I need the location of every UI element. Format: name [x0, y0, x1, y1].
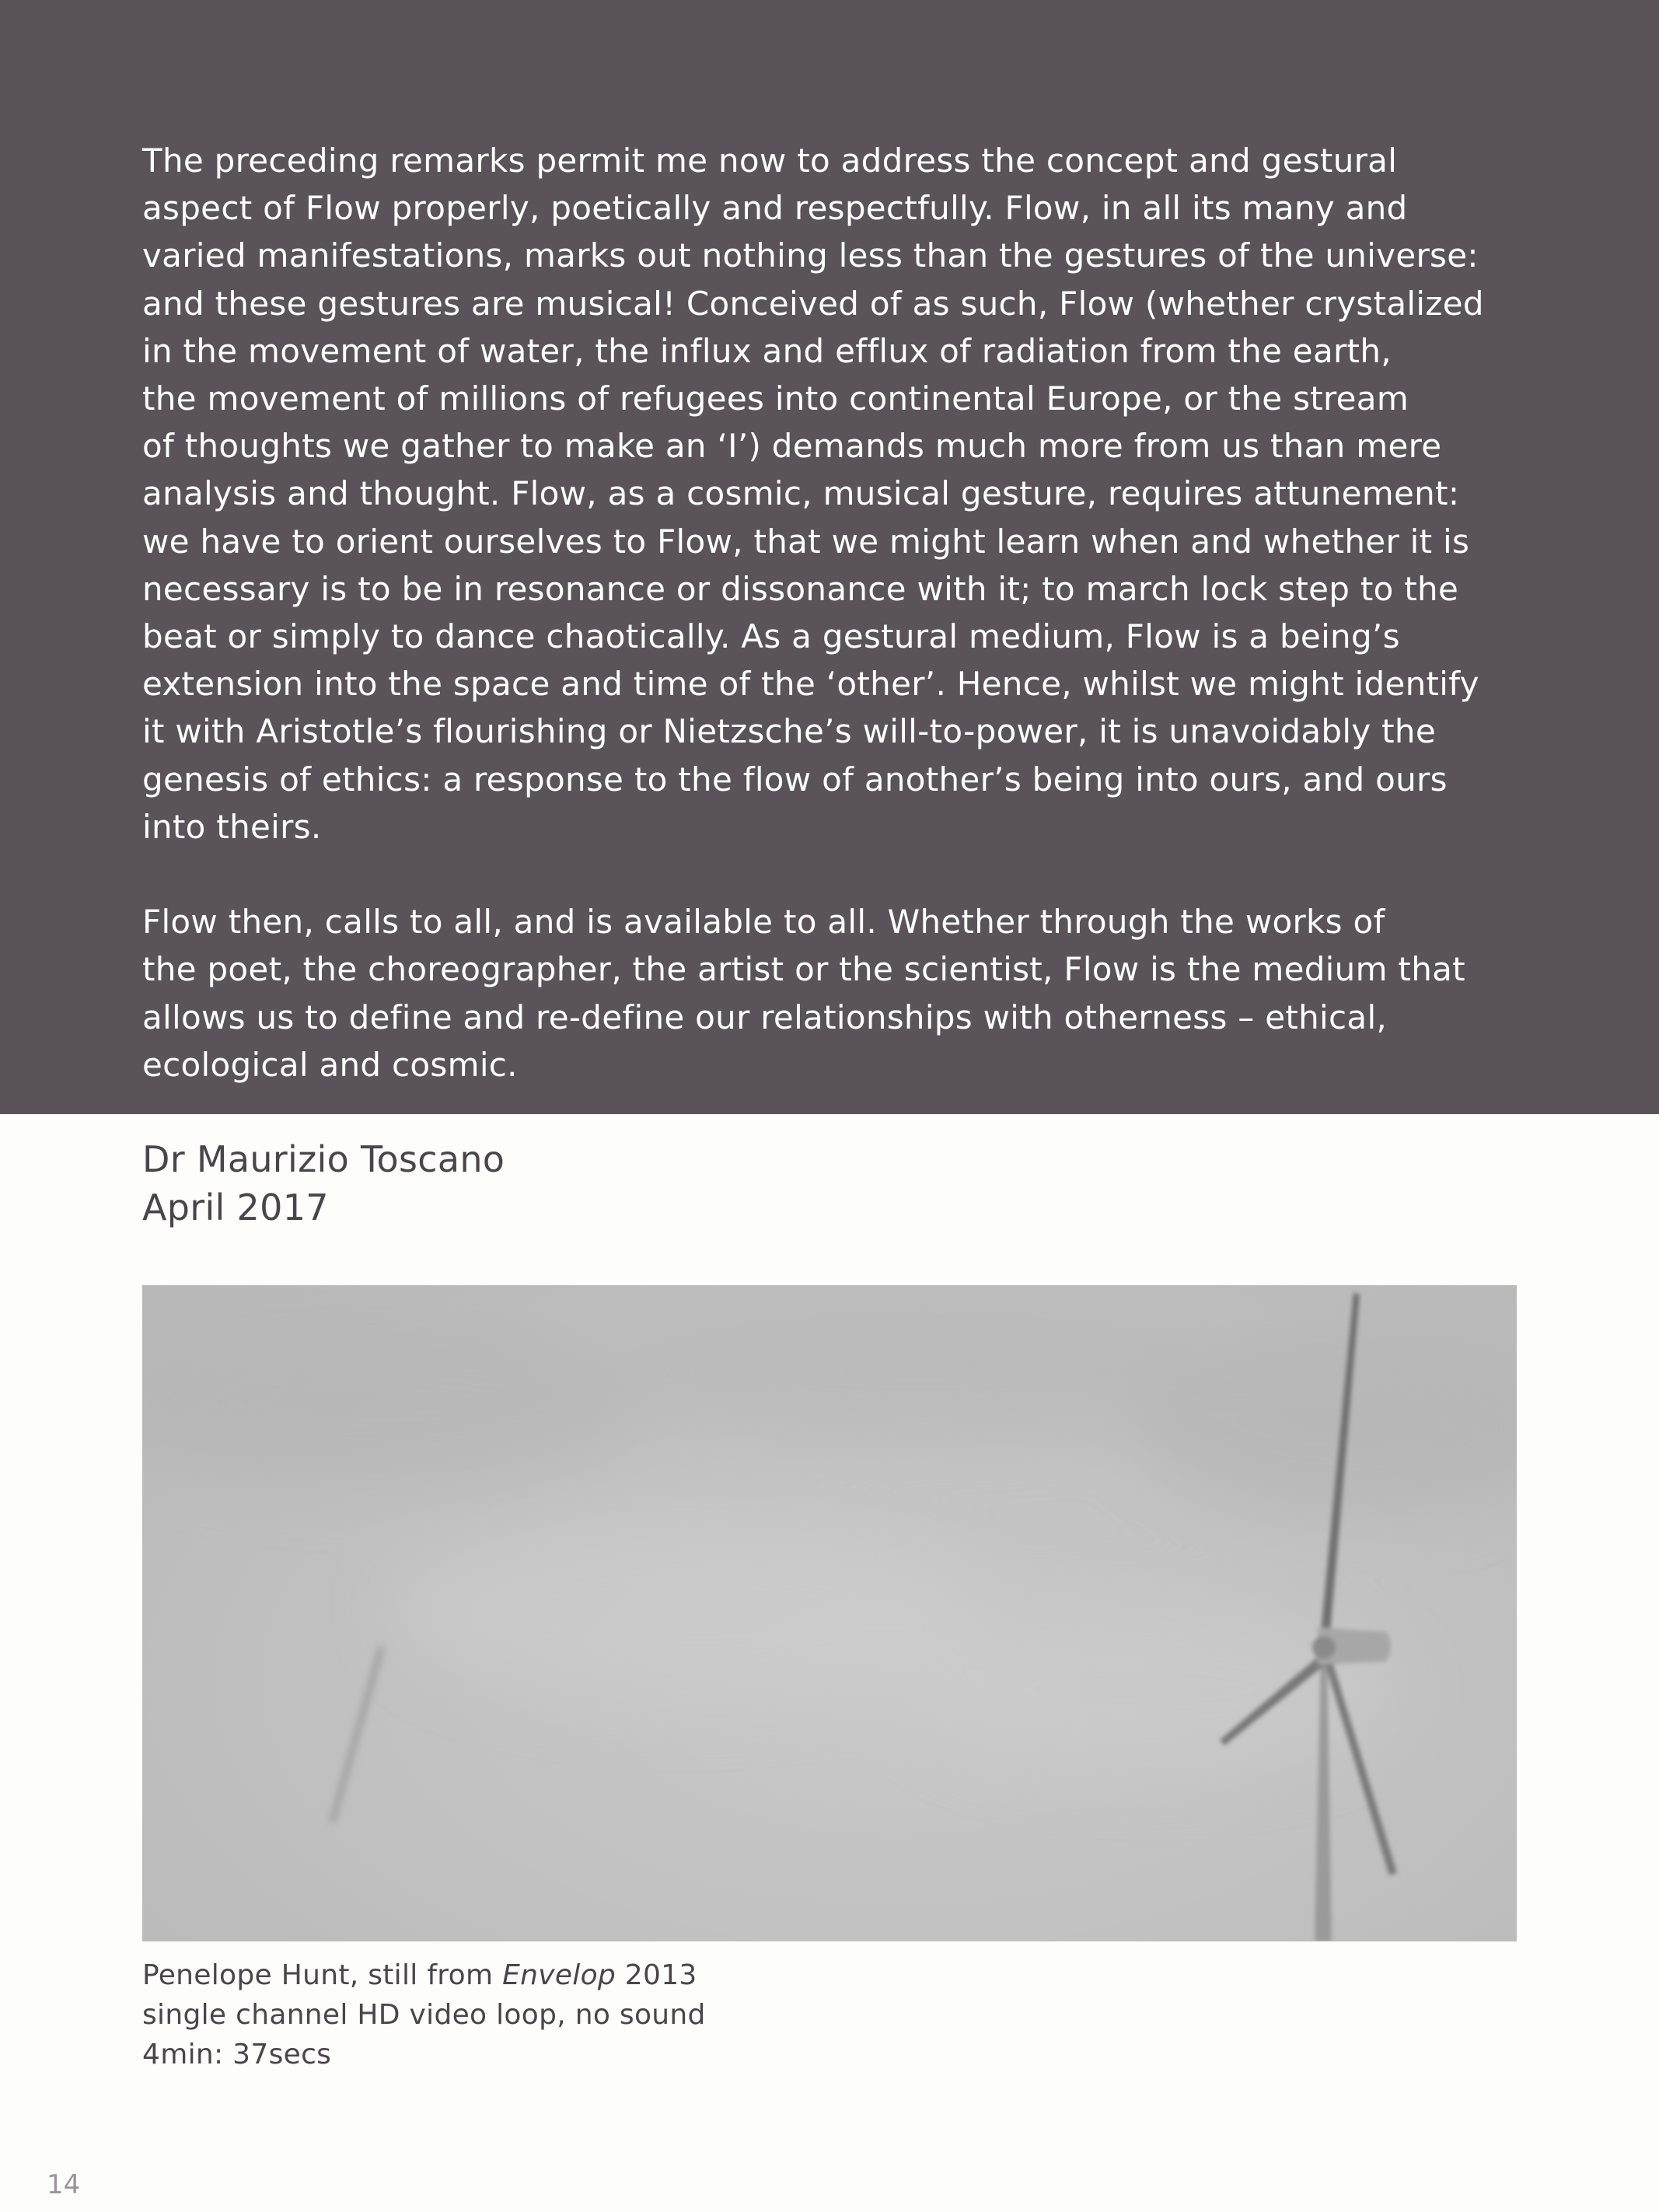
essay-line: varied manifestations, marks out nothing less than the gestures of the universe:: [142, 236, 1479, 275]
page-number: 14: [47, 2169, 81, 2200]
essay-line: allows us to define and re-define our relationships with otherness – ethical,: [142, 998, 1388, 1036]
essay-line: into theirs.: [142, 807, 322, 846]
essay-line: beat or simply to dance chaotically. As a gestural medium, Flow is a being’s: [142, 617, 1400, 656]
caption-line-2: single channel HD video loop, no sound: [142, 1999, 706, 2031]
essay-paragraph-2: [142, 898, 1542, 1089]
essay-line: aspect of Flow properly, poetically and respectfully. Flow, in all its many and: [142, 189, 1408, 228]
author-name: Dr Maurizio Toscano: [142, 1138, 505, 1180]
essay-line: The preceding remarks permit me now to address the concept and gestural: [142, 142, 1398, 180]
essay-line: the poet, the choreographer, the artist or the scientist, Flow is the medium that: [142, 950, 1465, 989]
essay-line: of thoughts we gather to make an ‘I’) demands much more from us than mere: [142, 427, 1442, 466]
signature-date: April 2017: [142, 1186, 329, 1228]
essay-line: genesis of ethics: a response to the flow of another’s being into ours, and ours: [142, 760, 1448, 798]
caption-work-title: Envelop: [502, 1959, 616, 1991]
essay-line: Flow then, calls to all, and is available to all. Whether through the works of: [142, 903, 1385, 942]
essay-line: extension into the space and time of the ‘other’. Hence, whilst we might identify: [142, 665, 1479, 704]
essay-line: the movement of millions of refugees into continental Europe, or the stream: [142, 379, 1409, 418]
caption-line-3: 4min: 37secs: [142, 2039, 332, 2070]
essay-line: and these gestures are musical! Conceived of as such, Flow (whether crystalized: [142, 284, 1484, 323]
essay-text: [142, 137, 1542, 1089]
caption-artist: Penelope Hunt, still from: [142, 1959, 503, 1991]
signature: [142, 1135, 505, 1232]
caption-line-1: [142, 1955, 706, 1995]
essay-line: analysis and thought. Flow, as a cosmic, musical gesture, requires attunement:: [142, 474, 1460, 513]
paragraph-spacer: [142, 851, 1542, 898]
essay-line: necessary is to be in resonance or dissonance with it; to march lock step to the: [142, 569, 1459, 608]
artwork-still-image: [142, 1285, 1517, 1941]
cloud-texture: [142, 1301, 1517, 1775]
essay-line: it with Aristotle’s flourishing or Nietzsche’s will-to-power, it is unavoidably the: [142, 712, 1436, 751]
essay-line: ecological and cosmic.: [142, 1045, 518, 1084]
distant-turbine-blade: [330, 1645, 384, 1823]
image-caption: [142, 1955, 706, 2074]
essay-line: in the movement of water, the influx and efflux of radiation from the earth,: [142, 331, 1392, 370]
essay-line: we have to orient ourselves to Flow, that we might learn when and whether it is: [142, 522, 1470, 561]
wind-turbines-illustration: [142, 1285, 1517, 1941]
caption-year: 2013: [616, 1959, 697, 1991]
essay-paragraph-1: [142, 137, 1542, 851]
